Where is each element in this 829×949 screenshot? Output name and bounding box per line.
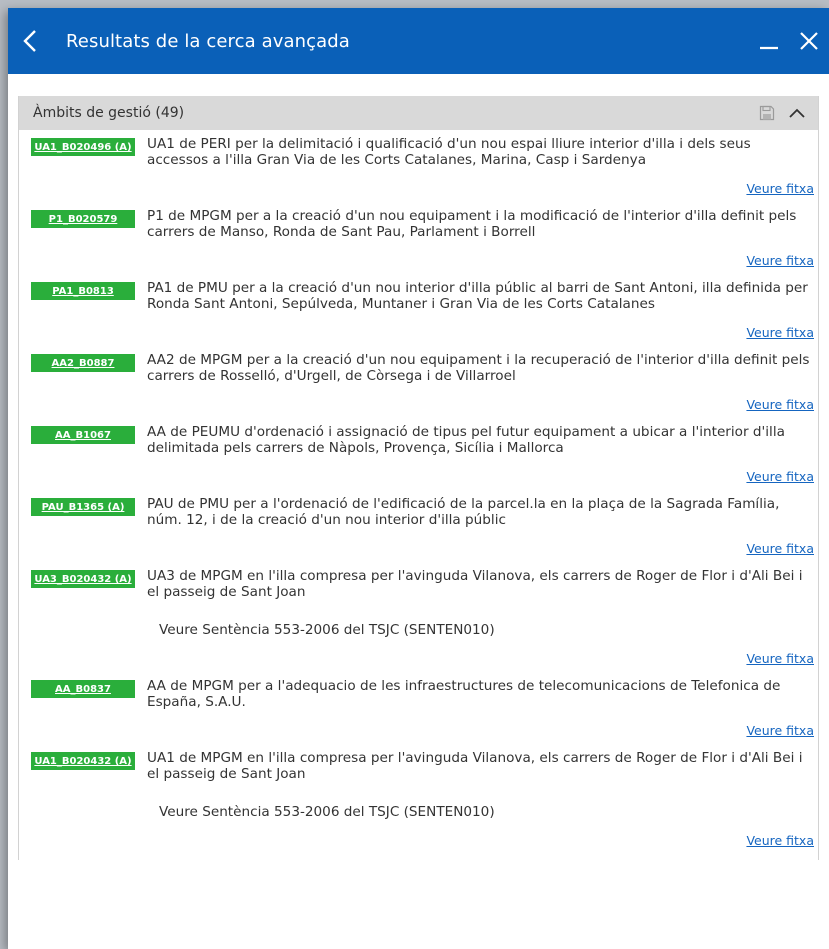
item-code-link[interactable]: UA1_B020432 (A) [31, 752, 135, 770]
view-record-link[interactable]: Veure fitxa [746, 325, 814, 340]
chevron-left-icon [22, 29, 38, 53]
save-icon [759, 105, 775, 121]
item-note: Veure Sentència 553-2006 del TSJC (SENTEN010) [159, 622, 495, 638]
panel-header-label: Àmbits de gestió (49) [33, 105, 185, 121]
chevron-up-icon [788, 107, 806, 119]
minimize-button[interactable] [749, 8, 789, 74]
view-record-link[interactable]: Veure fitxa [746, 541, 814, 556]
view-record-link[interactable]: Veure fitxa [746, 397, 814, 412]
content-area [8, 74, 829, 860]
save-button[interactable] [752, 96, 782, 130]
list-item [19, 424, 818, 496]
results-panel [18, 96, 819, 860]
title-bar [8, 8, 829, 74]
scrollbar[interactable] [825, 74, 829, 949]
list-item [19, 568, 818, 678]
item-code-link[interactable]: AA_B0837 [31, 680, 135, 698]
panel-header[interactable] [19, 96, 818, 130]
minimize-icon [758, 30, 780, 52]
item-code-link[interactable]: PA1_B0813 [31, 282, 135, 300]
item-description: P1 de MPGM per a la creació d'un nou equipament i la modificació de l'interior d'illa definit pels carrers de Manso, Ronda de Sant Pau, Parlament i Borrell [147, 208, 797, 240]
list-item [19, 208, 818, 280]
list-item [19, 136, 818, 208]
list-item [19, 496, 818, 568]
item-code-link[interactable]: AA_B1067 [31, 426, 135, 444]
item-description: PAU de PMU per a l'ordenació de l'edificació de la parcel.la en la plaça de la Sagrada Família, núm. 12, i de la creació d'un nou interior d'illa públic [147, 496, 780, 528]
list-item [19, 678, 818, 750]
item-code-link[interactable]: UA3_B020432 (A) [31, 570, 135, 588]
view-record-link[interactable]: Veure fitxa [746, 651, 814, 666]
item-note: Veure Sentència 553-2006 del TSJC (SENTEN010) [159, 804, 495, 820]
close-button[interactable] [789, 8, 829, 74]
view-record-link[interactable]: Veure fitxa [746, 833, 814, 848]
item-description: AA de PEUMU d'ordenació i assignació de tipus pel futur equipament a ubicar a l'interior d'illa delimitada pels carrers de Nàpols, Provença, Sicília i Mallorca [147, 424, 785, 456]
results-list [19, 130, 818, 860]
view-record-link[interactable]: Veure fitxa [746, 253, 814, 268]
collapse-button[interactable] [782, 96, 812, 130]
view-record-link[interactable]: Veure fitxa [746, 181, 814, 196]
view-record-link[interactable]: Veure fitxa [746, 469, 814, 484]
item-description: UA3 de MPGM en l'illa compresa per l'avinguda Vilanova, els carrers de Roger de Flor i d'Ali Bei i el passeig de Sant Joan [147, 568, 803, 600]
list-item [19, 750, 818, 860]
item-description: UA1 de MPGM en l'illa compresa per l'avinguda Vilanova, els carrers de Roger de Flor i d'Ali Bei i el passeig de Sant Joan [147, 750, 803, 782]
list-item [19, 352, 818, 424]
back-button[interactable] [8, 8, 52, 74]
item-description: AA de MPGM per a l'adequacio de les infraestructures de telecomunicacions de Telefonica de España, S.A.U. [147, 678, 781, 710]
item-code-link[interactable]: AA2_B0887 [31, 354, 135, 372]
window-actions [749, 8, 829, 74]
item-code-link[interactable]: PAU_B1365 (A) [31, 498, 135, 516]
window-title: Resultats de la cerca avançada [66, 30, 350, 52]
item-code-link[interactable]: UA1_B020496 (A) [31, 138, 135, 156]
list-item [19, 280, 818, 352]
item-description: UA1 de PERI per la delimitació i qualificació d'un nou espai lliure interior d'illa i dels seus accessos a l'illa Gran Via de les Corts Catalanes, Marina, Casp i Sardenya [147, 136, 751, 168]
item-description: AA2 de MPGM per a la creació d'un nou equipament i la recuperació de l'interior d'illa definit pels carrers de Rosselló, d'Urgell, de Còrsega i de Villarroel [147, 352, 810, 384]
view-record-link[interactable]: Veure fitxa [746, 723, 814, 738]
close-icon [798, 30, 820, 52]
results-window [8, 8, 829, 949]
item-description: PA1 de PMU per a la creació d'un nou interior d'illa públic al barri de Sant Antoni, illa definida per Ronda Sant Antoni, Sepúlveda, Muntaner i Gran Via de les Corts Catalanes [147, 280, 808, 312]
item-code-link[interactable]: P1_B020579 [31, 210, 135, 228]
